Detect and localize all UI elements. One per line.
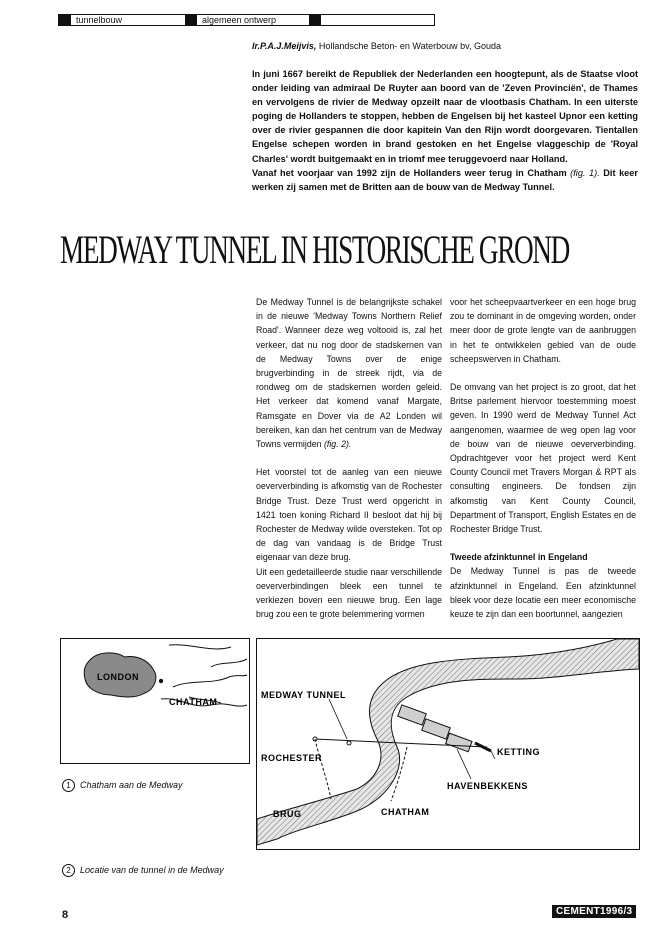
figure-2-location-map (256, 638, 640, 850)
page-number: 8 (62, 909, 69, 921)
journal-issue-badge: CEMENT1996/3 (552, 905, 636, 918)
intro-paragraph (252, 166, 638, 194)
figure-reference: (fig. 2). (323, 439, 352, 450)
intro-paragraph: In juni 1667 bereikt de Republiek der Nederlanden een hoogtepunt, als de Staatse vloot onder leiding van admiraal De Ruyter aan boord van de 'Zeven Provinciën', de Thames en vervolgens de rivier de Medway opzeilt naar de vlootbasis Chatham. In een uiterste poging de Hollanders te stoppen, hebben de Engelsen bij het kasteel Upnor een ketting over de rivier gespannen die door kapitein Van den Rijn wordt doorgevaren. Tientallen Engelse schepen worden in brand gestoken en het Engelse vlaggeschip de 'Royal Charles' wordt buitgemaakt en in triomf mee teruggevoerd naar Holland. (252, 69, 638, 164)
intro-lead (252, 67, 638, 194)
map-label-ketting: KETTING (497, 747, 540, 757)
figure-1-caption (62, 779, 183, 792)
route-node (347, 741, 351, 745)
body-paragraph (256, 295, 442, 451)
road-dashed (315, 739, 331, 799)
section-tab-algemeen-ontwerp: algemeen ontwerp (202, 15, 277, 25)
intro-text: Dit keer werken zij samen met de Britten aan de bouw van de Medway Tunnel. (252, 167, 638, 192)
map-label-rochester: ROCHESTER (261, 753, 323, 763)
overview-map-drawing (61, 639, 249, 763)
body-paragraph: Uit een gedetailleerde studie naar verschillende oeververbindingen bleek een tunnel te verkiezen boven een nieuwe brug. Een lage brug zou een te grote belemmering vormen (256, 566, 442, 620)
location-map-drawing (257, 639, 639, 849)
body-column-right (450, 295, 636, 621)
map-label-brug: BRUG (273, 809, 302, 819)
figure-1-overview-map (60, 638, 250, 764)
figure-number: 1 (62, 779, 75, 792)
label-pointer (329, 699, 347, 739)
tab-marker (185, 15, 197, 25)
author-affiliation: Hollandsche Beton- en Waterbouw bv, Gouda (316, 41, 501, 51)
author-name: Ir.P.A.J.Meijvis, (252, 41, 317, 51)
body-paragraph: De Medway Tunnel is pas de tweede afzinktunnel in Engeland. Een afzinktunnel bleek voor deze locatie een meer economische keuze te zijn dan een boortunnel, aangezien (450, 566, 636, 620)
section-tab-bar (58, 14, 435, 26)
label-pointer (457, 749, 471, 779)
figure-number: 2 (62, 864, 75, 877)
caption-text: Chatham aan de Medway (80, 780, 183, 790)
body-paragraph: voor het scheepvaartverkeer en een hoge brug zou te dominant in de omgeving worden, onder meer door de grote lengte van de aanbruggen in het te ontwikkelen gebied van de oude scheepswerven in Chatham. (450, 297, 636, 364)
tab-marker (59, 15, 71, 25)
body-paragraph: Het voorstel tot de aanleg van een nieuwe oeververbinding is afkomstig van de Rochester Bridge Trust. Deze Trust werd opgericht in 1421 toen koning Richard II besloot dat hij bij Rochester de Medway wilde oversteken. Tot op de dag van vandaag is de Bridge Trust eigenaar van deze brug. (256, 467, 442, 563)
intro-text: Vanaf het voorjaar van 1992 zijn de Hollanders weer terug in Chatham (252, 167, 571, 178)
figure-2-caption (62, 864, 224, 877)
chatham-dot (159, 679, 163, 683)
map-label-london: LONDON (97, 672, 139, 682)
body-column-left (256, 295, 442, 621)
map-label-chatham: CHATHAM (381, 807, 430, 817)
map-label-havenbekkens: HAVENBEKKENS (447, 781, 528, 791)
body-paragraph: De omvang van het project is zo groot, dat het Britse parlement hiervoor toestemming moest geven. In 1990 werd de Medway Tunnel Act aangenomen, waarmee de weg open lag voor de bouw van de nieuwe oeververbinding. Opdrachtgever voor het project werd Kent County Council met Travers Morgan & RPT als consulting engineers. De fondsen zijn afkomstig van Kent County Council, Department of Transport, English Estates en de Rochester Bridge Trust. (450, 382, 636, 535)
author-line (252, 40, 612, 52)
label-pointer (491, 751, 495, 759)
section-heading: Tweede afzinktunnel in Engeland (450, 552, 588, 563)
body-text: De Medway Tunnel is de belangrijkste schakel in de nieuwe 'Medway Towns Northern Relief Road'. Wanneer deze weg voltooid is, zal het verkeer, dat nu nog door de stadskernen van de Medway Towns over de enige brugverbinding in de streek rijdt, via de rondweg om de stadskernen worden geleid. Het verkeer dat komend vanaf Margate, Ramsgate en Dover via de A2 Londen wil bereiken, kan dan het centrum van de Medway Towns vermijden (256, 297, 442, 450)
map-label-medway-tunnel: MEDWAY TUNNEL (261, 690, 347, 700)
map-label-chatham: CHATHAM (169, 697, 218, 707)
caption-text: Locatie van de tunnel in de Medway (80, 865, 224, 875)
section-tab-tunnelbouw: tunnelbouw (76, 15, 123, 25)
article-title: MEDWAY TUNNEL IN HISTORISCHE GROND (60, 227, 569, 272)
tab-marker (309, 15, 321, 25)
figure-reference: (fig. 1). (570, 167, 600, 178)
